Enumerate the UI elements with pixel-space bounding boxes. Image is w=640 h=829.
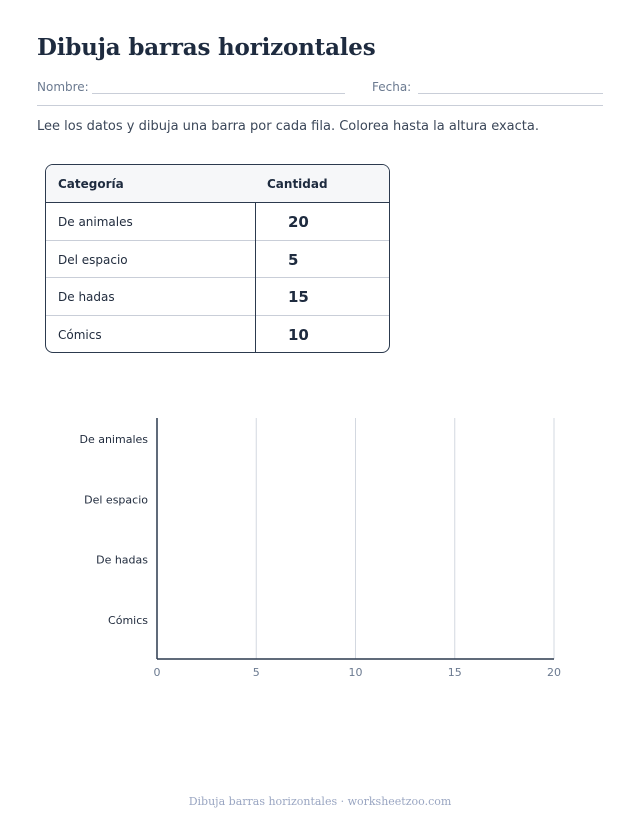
x-tick-label: 20 bbox=[547, 666, 561, 679]
column-header-quantity: Cantidad bbox=[267, 177, 328, 191]
column-header-category: Categoría bbox=[58, 177, 124, 191]
x-tick-label: 0 bbox=[153, 666, 161, 679]
name-label: Nombre: bbox=[37, 80, 89, 94]
footer: Dibuja barras horizontales · worksheetzoo.com bbox=[188, 795, 452, 808]
row-category: De animales bbox=[58, 215, 133, 229]
category-label: De animales bbox=[79, 433, 148, 447]
row-quantity: 5 bbox=[288, 250, 299, 269]
category-label: Cómics bbox=[108, 613, 148, 627]
category-label: De hadas bbox=[96, 553, 148, 567]
row-category: Del espacio bbox=[58, 252, 128, 267]
category-label: Del espacio bbox=[84, 493, 148, 507]
instructions: Lee los datos y dibuja una barra por cada fila. Colorea hasta la altura exacta. bbox=[37, 119, 539, 134]
row-category: Cómics bbox=[58, 327, 102, 342]
row-category: De hadas bbox=[58, 290, 115, 304]
x-tick-label: 10 bbox=[348, 666, 363, 679]
date-label: Fecha: bbox=[372, 80, 412, 94]
row-quantity: 10 bbox=[288, 325, 309, 344]
row-quantity: 15 bbox=[288, 288, 309, 306]
x-tick-label: 15 bbox=[447, 666, 462, 679]
x-tick-label: 5 bbox=[252, 666, 260, 679]
page-title: Dibuja barras horizontales bbox=[37, 34, 376, 61]
row-quantity: 20 bbox=[288, 213, 309, 231]
